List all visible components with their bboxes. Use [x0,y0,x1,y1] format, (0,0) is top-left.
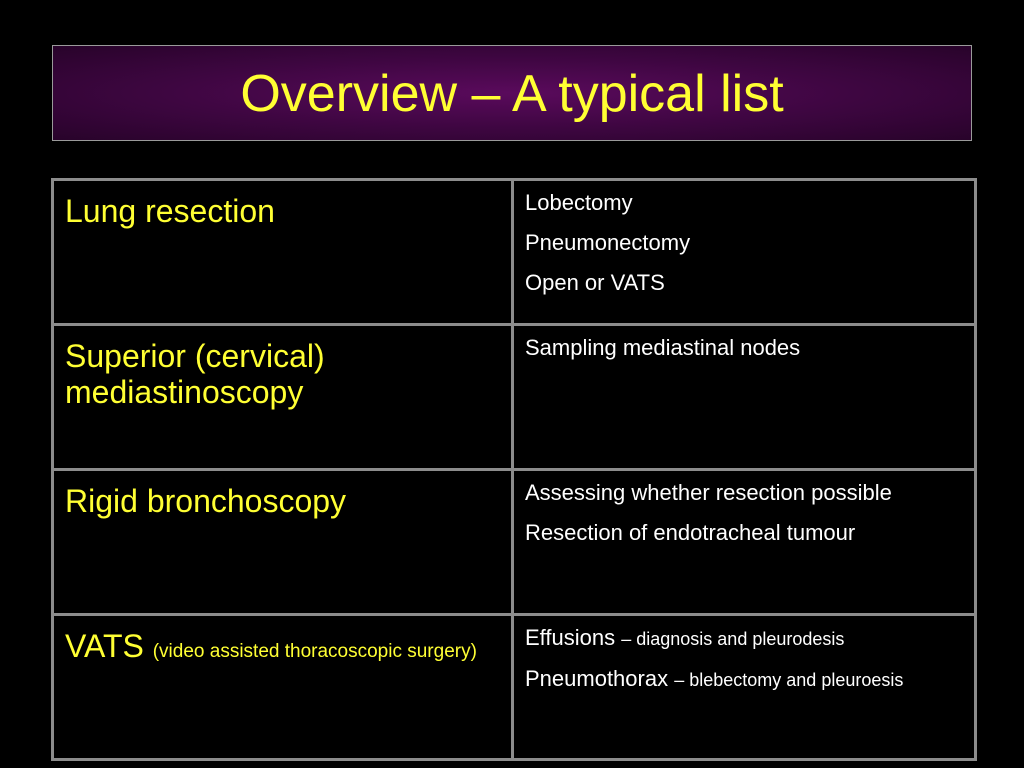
row-heading: Rigid bronchoscopy [65,483,347,519]
row-heading: Lung resection [65,193,275,229]
detail-item [525,666,966,693]
row-heading-cell [53,615,513,760]
detail-item: Assessing whether resection possible [525,480,892,505]
row-detail-cell [513,325,976,470]
row-heading-cell [53,470,513,615]
detail-item-note: – blebectomy and pleuroesis [674,670,904,690]
table-row [53,615,976,760]
detail-item [525,625,966,652]
row-heading-cell [53,180,513,325]
row-detail-cell [513,615,976,760]
detail-item-main: Effusions [525,625,616,650]
row-detail-cell [513,180,976,325]
title-banner [52,45,972,141]
detail-item: Sampling mediastinal nodes [525,335,801,360]
table-row [53,470,976,615]
detail-item: Open or VATS [525,270,665,295]
row-heading-cell [53,325,513,470]
detail-item: Resection of endotracheal tumour [525,520,856,545]
row-heading: VATS [65,628,144,664]
detail-item: Lobectomy [525,190,633,215]
slide-title: Overview – A typical list [240,65,784,123]
table-row [53,180,976,325]
detail-item-main: Pneumothorax [525,666,669,691]
row-heading-note: (video assisted thoracoscopic surgery) [152,641,477,662]
detail-item: Pneumonectomy [525,230,691,255]
overview-table [51,178,977,761]
table-row [53,325,976,470]
row-heading: Superior (cervical) mediastinoscopy [65,338,325,410]
row-detail-cell [513,470,976,615]
detail-item-note: – diagnosis and pleurodesis [621,629,845,649]
